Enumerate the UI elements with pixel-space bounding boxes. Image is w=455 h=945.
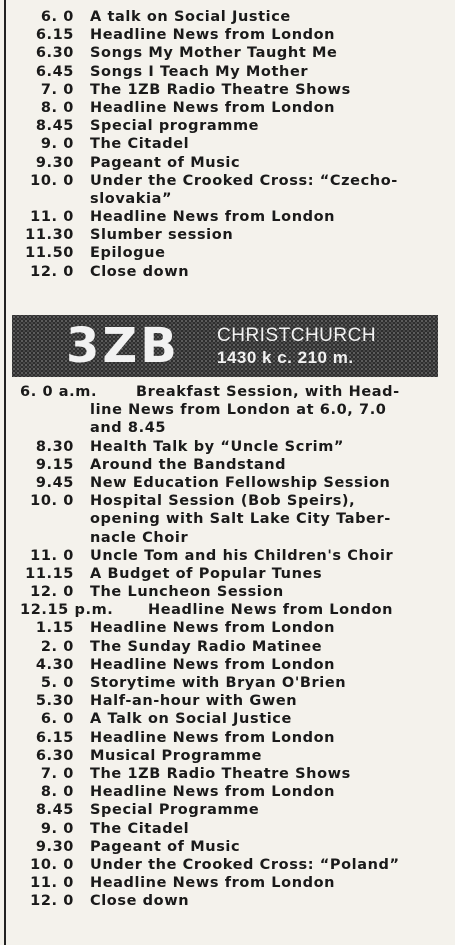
programme-title: Epilogue: [90, 245, 166, 262]
time-label: 12.15 p.m.: [20, 602, 114, 619]
programme-title: Headline News from London: [90, 875, 336, 892]
schedule-row: [8, 208, 448, 226]
time-label: 11.30: [25, 227, 74, 244]
schedule-row: [8, 438, 448, 456]
schedule-row: [8, 820, 448, 838]
programme-title: and 8.45: [90, 420, 167, 437]
schedule-row: [8, 674, 448, 692]
time-label: 8. 0: [40, 784, 74, 801]
programme-title: Headline News from London: [148, 602, 394, 619]
programme-title: Under the Crooked Cross: “Poland”: [90, 856, 400, 873]
time-label: 6.15: [35, 27, 74, 44]
schedule-row: [8, 838, 448, 856]
programme-title: Storytime with Bryan O'Brien: [90, 675, 347, 691]
programme-title: Health Talk by “Uncle Scrim”: [90, 438, 345, 455]
programme-title: Headline News from London: [90, 27, 336, 44]
time-label: 9. 0: [40, 136, 74, 153]
time-label: 11.50: [25, 245, 74, 262]
time-label: 7. 0: [40, 765, 74, 782]
time-label: 7. 0: [40, 81, 74, 98]
programme-title: The Luncheon Session: [90, 584, 284, 601]
station-frequency: 1430 k c. 210 m.: [217, 348, 354, 367]
time-label: 6. 0: [40, 9, 74, 25]
schedule-row: [8, 117, 448, 135]
station-callsign: 3ZB: [66, 318, 180, 374]
time-label: 2. 0: [40, 638, 74, 655]
programme-title: Half-an-hour with Gwen: [90, 693, 298, 710]
schedule-3zb: [8, 383, 448, 910]
schedule-row: [8, 638, 448, 656]
time-label: 9.45: [35, 474, 74, 491]
column-rule: [4, 0, 6, 945]
programme-title: A talk on Social Justice: [90, 9, 291, 25]
schedule-row: [8, 765, 448, 783]
time-label: 12. 0: [30, 263, 74, 280]
programme-title: Hospital Session (Bob Speirs),: [90, 493, 356, 510]
time-label: 10. 0: [30, 493, 74, 510]
programme-title: Headline News from London: [90, 99, 336, 116]
schedule-row: [8, 63, 448, 81]
time-label: 8.30: [35, 438, 74, 455]
programme-title: Headline News from London: [90, 784, 336, 801]
time-label: 6.15: [35, 729, 74, 746]
programme-title: New Education Fellowship Session: [90, 474, 391, 491]
time-label: 10. 0: [30, 172, 74, 189]
schedule-row: [8, 419, 448, 437]
schedule-row: [8, 226, 448, 244]
time-label: 6.30: [35, 45, 74, 62]
programme-title: Headline News from London: [90, 729, 336, 746]
schedule-row: [8, 783, 448, 801]
schedule-row: [8, 263, 448, 281]
schedule-row: [8, 456, 448, 474]
programme-title: Musical Programme: [90, 747, 263, 764]
station-city: CHRISTCHURCH: [217, 325, 377, 346]
schedule-row: [8, 383, 448, 401]
schedule-row: [8, 619, 448, 637]
schedule-row: [8, 565, 448, 583]
schedule-row: [8, 547, 448, 565]
programme-title: Songs I Teach My Mother: [90, 63, 309, 80]
schedule-row: [8, 801, 448, 819]
programme-title: A Budget of Popular Tunes: [90, 565, 323, 582]
programme-title: Uncle Tom and his Children's Choir: [90, 547, 394, 564]
programme-title: Close down: [90, 263, 190, 280]
time-label: 6.30: [35, 747, 74, 764]
schedule-row: [8, 747, 448, 765]
time-label: 8. 0: [40, 99, 74, 116]
programme-title: Special Programme: [90, 802, 260, 819]
programme-title: Around the Bandstand: [90, 456, 287, 473]
schedule-row: [8, 529, 448, 547]
programme-title: Pageant of Music: [90, 838, 241, 855]
schedule-row: [8, 81, 448, 99]
programme-title: nacle Choir: [90, 529, 189, 546]
time-label: 5. 0: [40, 675, 74, 691]
time-label: 9.15: [35, 456, 74, 473]
time-label: 11.15: [25, 565, 74, 582]
schedule-row: [8, 474, 448, 492]
schedule-row: [8, 135, 448, 153]
time-label: 4.30: [35, 656, 74, 673]
time-label: 11. 0: [30, 875, 74, 892]
time-label: 9.30: [35, 154, 74, 171]
schedule-row: [8, 601, 448, 619]
schedule-row: [8, 510, 448, 528]
schedule-row: [8, 44, 448, 62]
time-label: 9. 0: [40, 820, 74, 837]
schedule-row: [8, 892, 448, 910]
programme-title: opening with Salt Lake City Taber-: [90, 511, 391, 528]
time-label: 5.30: [35, 693, 74, 710]
schedule-row: [8, 99, 448, 117]
programme-title: slovakia”: [90, 190, 173, 207]
programme-title: The 1ZB Radio Theatre Shows: [90, 81, 351, 98]
programme-title: Headline News from London: [90, 209, 336, 226]
station-banner-3zb: [12, 315, 438, 377]
programme-title: Headline News from London: [90, 620, 336, 637]
time-label: 9.30: [35, 838, 74, 855]
programme-title: Breakfast Session, with Head-: [136, 384, 400, 400]
schedule-row: [8, 190, 448, 208]
time-label: 6. 0 a.m.: [20, 384, 98, 400]
schedule-row: [8, 154, 448, 172]
time-label: 1.15: [35, 620, 74, 637]
programme-title: Slumber session: [90, 227, 234, 244]
programme-title: The Sunday Radio Matinee: [90, 638, 323, 655]
schedule-row: [8, 172, 448, 190]
schedule-row: [8, 656, 448, 674]
time-label: 11. 0: [30, 547, 74, 564]
schedule-row: [8, 401, 448, 419]
programme-title: line News from London at 6.0, 7.0: [90, 402, 387, 419]
programme-title: The Citadel: [90, 820, 190, 837]
schedule-row: [8, 8, 448, 26]
programme-title: Special programme: [90, 118, 260, 135]
schedule-1zb-evening: [8, 8, 448, 281]
programme-title: Pageant of Music: [90, 154, 241, 171]
time-label: 10. 0: [30, 856, 74, 873]
schedule-row: [8, 692, 448, 710]
time-label: 12. 0: [30, 584, 74, 601]
schedule-row: [8, 583, 448, 601]
programme-title: A Talk on Social Justice: [90, 711, 292, 728]
time-label: 12. 0: [30, 893, 74, 910]
schedule-row: [8, 710, 448, 728]
programme-title: Under the Crooked Cross: “Czecho-: [90, 172, 398, 189]
time-label: 8.45: [35, 118, 74, 135]
programme-title: Headline News from London: [90, 656, 336, 673]
schedule-row: [8, 492, 448, 510]
programme-title: The 1ZB Radio Theatre Shows: [90, 765, 351, 782]
schedule-row: [8, 244, 448, 262]
programme-title: Songs My Mother Taught Me: [90, 45, 338, 62]
time-label: 11. 0: [30, 209, 74, 226]
time-label: 8.45: [35, 802, 74, 819]
time-label: 6.45: [35, 63, 74, 80]
schedule-row: [8, 26, 448, 44]
programme-title: The Citadel: [90, 136, 190, 153]
schedule-row: [8, 874, 448, 892]
schedule-row: [8, 856, 448, 874]
schedule-row: [8, 729, 448, 747]
time-label: 6. 0: [40, 711, 74, 728]
programme-title: Close down: [90, 893, 190, 910]
